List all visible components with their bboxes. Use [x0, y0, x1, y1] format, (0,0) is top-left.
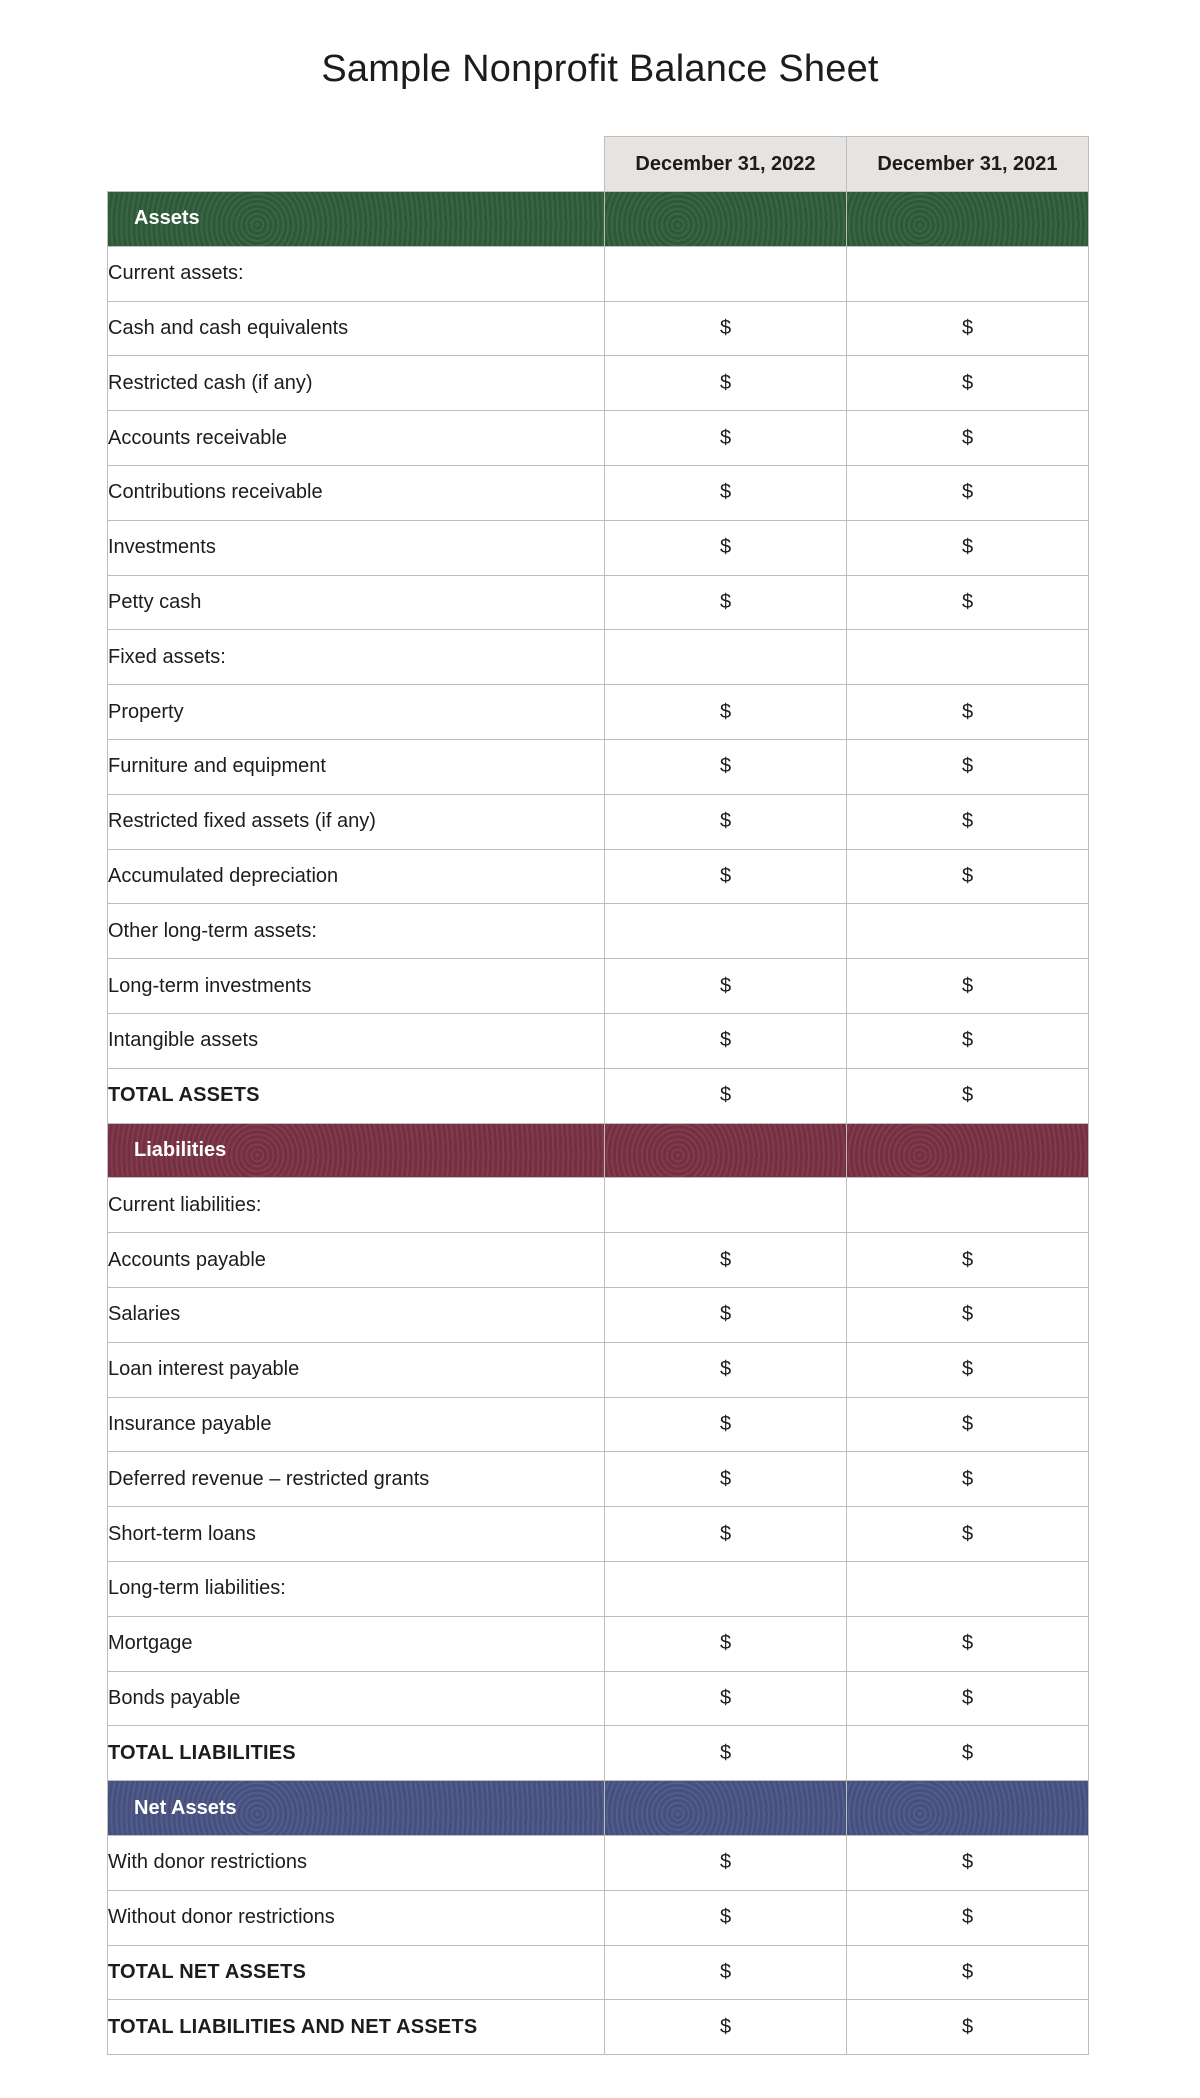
row-label: Restricted cash (if any) [108, 356, 605, 411]
value-cell-2021 [847, 1178, 1089, 1233]
value-cell-2021: $ [847, 575, 1089, 630]
value-cell-2022: $ [605, 1287, 847, 1342]
section-band-row [108, 1781, 1089, 1836]
value-cell-2022 [605, 1178, 847, 1233]
value-cell-2022: $ [605, 1507, 847, 1562]
row-label: Restricted fixed assets (if any) [108, 794, 605, 849]
value-cell-2021: $ [847, 1233, 1089, 1288]
row-label: Mortgage [108, 1616, 605, 1671]
row-label: Furniture and equipment [108, 739, 605, 794]
value-cell-2022 [605, 630, 847, 685]
value-cell-2022 [605, 1123, 847, 1178]
value-cell-2021: $ [847, 1342, 1089, 1397]
value-cell-2021: $ [847, 1616, 1089, 1671]
value-cell-2022: $ [605, 1013, 847, 1068]
group-row [108, 1561, 1089, 1616]
value-cell-2022 [605, 1781, 847, 1836]
total-row [108, 1945, 1089, 2000]
group-row [108, 246, 1089, 301]
value-cell-2022: $ [605, 465, 847, 520]
row-label: Long-term liabilities: [108, 1561, 605, 1616]
value-cell-2022: $ [605, 411, 847, 466]
value-cell-2022: $ [605, 1233, 847, 1288]
balance-sheet-body [108, 192, 1089, 2055]
group-row [108, 1835, 1089, 1890]
row-label: TOTAL ASSETS [108, 1068, 605, 1123]
value-cell-2022: $ [605, 849, 847, 904]
line-item-row [108, 959, 1089, 1014]
value-cell-2021: $ [847, 849, 1089, 904]
value-cell-2021: $ [847, 2000, 1089, 2055]
row-label: Investments [108, 520, 605, 575]
value-cell-2021: $ [847, 739, 1089, 794]
row-label: Accounts payable [108, 1233, 605, 1288]
line-item-row [108, 465, 1089, 520]
value-cell-2022: $ [605, 1835, 847, 1890]
value-cell-2021: $ [847, 1013, 1089, 1068]
row-label: Bonds payable [108, 1671, 605, 1726]
value-cell-2021: $ [847, 1068, 1089, 1123]
line-item-row [108, 794, 1089, 849]
section-title: Assets [108, 192, 605, 247]
row-label: Cash and cash equivalents [108, 301, 605, 356]
row-label: Without donor restrictions [108, 1890, 605, 1945]
value-cell-2022: $ [605, 1726, 847, 1781]
row-label: Petty cash [108, 575, 605, 630]
row-label: Other long-term assets: [108, 904, 605, 959]
group-row [108, 1178, 1089, 1233]
row-label: Deferred revenue – restricted grants [108, 1452, 605, 1507]
value-cell-2021: $ [847, 1945, 1089, 2000]
value-cell-2022: $ [605, 2000, 847, 2055]
row-label: Intangible assets [108, 1013, 605, 1068]
line-item-row [108, 1616, 1089, 1671]
column-header-row [108, 137, 1089, 192]
value-cell-2022: $ [605, 356, 847, 411]
value-cell-2021: $ [847, 685, 1089, 740]
value-cell-2021: $ [847, 1397, 1089, 1452]
value-cell-2022: $ [605, 1342, 847, 1397]
row-label: Loan interest payable [108, 1342, 605, 1397]
row-label: Property [108, 685, 605, 740]
value-cell-2021 [847, 1781, 1089, 1836]
section-title: Liabilities [108, 1123, 605, 1178]
value-cell-2021: $ [847, 1452, 1089, 1507]
group-row [108, 630, 1089, 685]
total-row [108, 1068, 1089, 1123]
value-cell-2021: $ [847, 794, 1089, 849]
column-header-2022: December 31, 2022 [605, 137, 847, 192]
line-item-row [108, 301, 1089, 356]
value-cell-2021: $ [847, 411, 1089, 466]
row-label: With donor restrictions [108, 1835, 605, 1890]
value-cell-2022: $ [605, 1452, 847, 1507]
line-item-row [108, 849, 1089, 904]
line-item-row [108, 739, 1089, 794]
row-label: Accounts receivable [108, 411, 605, 466]
value-cell-2022 [605, 904, 847, 959]
value-cell-2022: $ [605, 1945, 847, 2000]
line-item-row [108, 1452, 1089, 1507]
line-item-row [108, 1013, 1089, 1068]
total-row [108, 2000, 1089, 2055]
value-cell-2021 [847, 1123, 1089, 1178]
row-label: TOTAL LIABILITIES [108, 1726, 605, 1781]
value-cell-2022 [605, 246, 847, 301]
column-header-2021: December 31, 2021 [847, 137, 1089, 192]
line-item-row [108, 411, 1089, 466]
value-cell-2022 [605, 192, 847, 247]
value-cell-2022: $ [605, 1068, 847, 1123]
value-cell-2021 [847, 630, 1089, 685]
value-cell-2022: $ [605, 1890, 847, 1945]
section-title: Net Assets [108, 1781, 605, 1836]
value-cell-2021: $ [847, 1890, 1089, 1945]
row-label: Fixed assets: [108, 630, 605, 685]
row-label: Long-term investments [108, 959, 605, 1014]
value-cell-2021: $ [847, 465, 1089, 520]
page-title: Sample Nonprofit Balance Sheet [321, 48, 879, 90]
row-label: TOTAL LIABILITIES AND NET ASSETS [108, 2000, 605, 2055]
value-cell-2022 [605, 1561, 847, 1616]
value-cell-2021: $ [847, 520, 1089, 575]
row-label: Insurance payable [108, 1397, 605, 1452]
value-cell-2021: $ [847, 301, 1089, 356]
value-cell-2022: $ [605, 301, 847, 356]
line-item-row [108, 1507, 1089, 1562]
value-cell-2022: $ [605, 1616, 847, 1671]
header-blank-cell [108, 137, 605, 192]
value-cell-2022: $ [605, 794, 847, 849]
value-cell-2022: $ [605, 959, 847, 1014]
value-cell-2021 [847, 904, 1089, 959]
value-cell-2021 [847, 1561, 1089, 1616]
value-cell-2021 [847, 246, 1089, 301]
row-label: TOTAL NET ASSETS [108, 1945, 605, 2000]
value-cell-2021: $ [847, 1507, 1089, 1562]
line-item-row [108, 1233, 1089, 1288]
line-item-row [108, 520, 1089, 575]
line-item-row [108, 1287, 1089, 1342]
line-item-row [108, 1342, 1089, 1397]
value-cell-2021: $ [847, 1287, 1089, 1342]
line-item-row [108, 1397, 1089, 1452]
value-cell-2022: $ [605, 520, 847, 575]
value-cell-2022: $ [605, 685, 847, 740]
line-item-row [108, 356, 1089, 411]
row-label: Current assets: [108, 246, 605, 301]
group-row [108, 904, 1089, 959]
group-row [108, 1890, 1089, 1945]
line-item-row [108, 1671, 1089, 1726]
value-cell-2022: $ [605, 739, 847, 794]
row-label: Salaries [108, 1287, 605, 1342]
row-label: Current liabilities: [108, 1178, 605, 1233]
value-cell-2021 [847, 192, 1089, 247]
value-cell-2022: $ [605, 1397, 847, 1452]
value-cell-2021: $ [847, 1835, 1089, 1890]
value-cell-2022: $ [605, 1671, 847, 1726]
line-item-row [108, 685, 1089, 740]
section-band-row [108, 1123, 1089, 1178]
value-cell-2022: $ [605, 575, 847, 630]
total-row [108, 1726, 1089, 1781]
balance-sheet-table [107, 136, 1089, 2055]
row-label: Accumulated depreciation [108, 849, 605, 904]
value-cell-2021: $ [847, 959, 1089, 1014]
value-cell-2021: $ [847, 1671, 1089, 1726]
row-label: Contributions receivable [108, 465, 605, 520]
section-band-row [108, 192, 1089, 247]
row-label: Short-term loans [108, 1507, 605, 1562]
value-cell-2021: $ [847, 1726, 1089, 1781]
value-cell-2021: $ [847, 356, 1089, 411]
line-item-row [108, 575, 1089, 630]
